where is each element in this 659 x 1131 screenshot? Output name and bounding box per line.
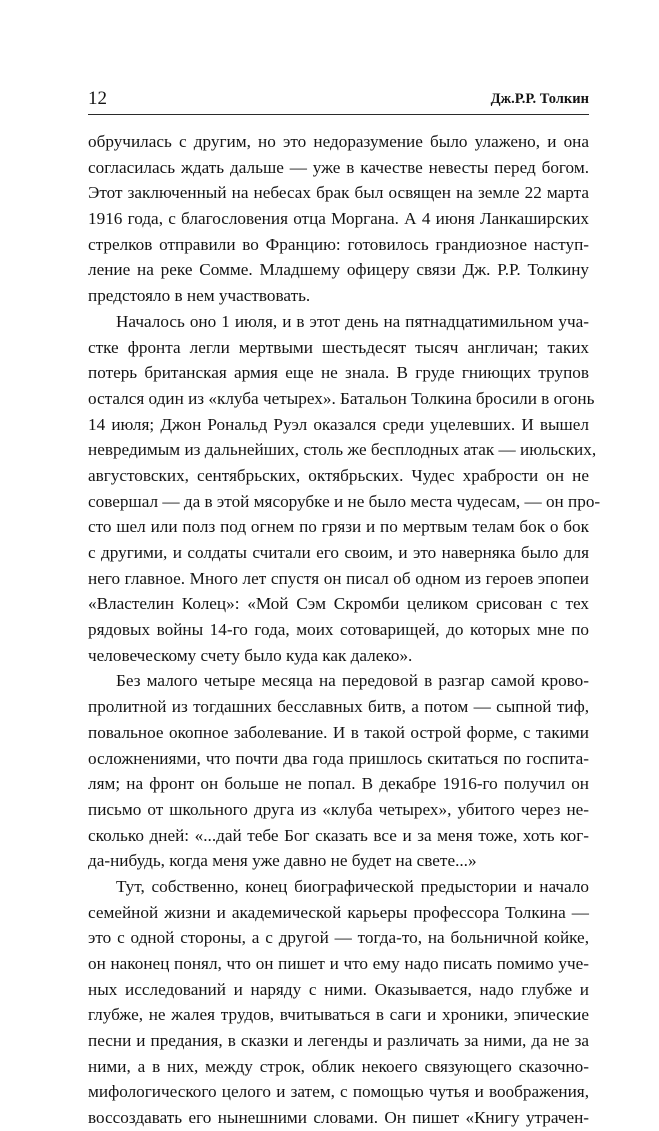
text-line: стрелков отправили во Францию: готовилось грандиозное наступ- xyxy=(88,234,589,254)
text-line: «Властелин Колец»: «Мой Сэм Скромби целиком срисован с тех xyxy=(88,594,589,614)
text-line: сколько дней: «...дай тебе Бог сказать все и за меня тоже, хоть ког- xyxy=(88,825,589,845)
paragraph-first-line: Тут, собственно, конец биографической предыстории и начало xyxy=(116,876,589,896)
text-line: стке фронта легли мертвыми шестьдесят тысяч англичан; таких xyxy=(88,337,589,357)
text-line: остался один из «клуба четырех». Батальон Толкина бросили в огонь xyxy=(88,388,595,408)
text-line: повальное окопное заболевание. И в такой острой форме, с такими xyxy=(88,722,589,742)
text-line: обручилась с другим, но это недоразумение было улажено, и она xyxy=(88,132,589,151)
text-line: ними, а в них, между строк, облик некоего связующего сказочно- xyxy=(88,1056,589,1076)
text-line: с другими, и солдаты считали его своим, и это наверняка было для xyxy=(88,543,589,562)
running-title: Дж.Р.Р. Толкин xyxy=(490,91,589,107)
text-line: воссоздавать его нынешними словами. Он пишет «Книгу утрачен- xyxy=(88,1108,589,1128)
page-number: 12 xyxy=(88,88,107,109)
text-line: августовских, сентябрьских, октябрьских. Чудес храбрости он не xyxy=(88,465,589,485)
text-line: потерь британская армия еще не знала. В груде гниющих трупов xyxy=(88,363,589,383)
text-line: 14 июля; Джон Рональд Руэл оказался среди уцелевших. И вышел xyxy=(88,414,589,434)
text-line: 1916 года, с благословения отца Моргана. А 4 июня Ланкаширских xyxy=(88,209,589,229)
text-line: письмо от школьного друга из «клуба четырех», убитого через не- xyxy=(88,799,589,819)
text-line: ных исследований и наряду с ними. Оказывается, надо глубже и xyxy=(88,979,589,999)
text-line: мифологического целого и затем, с помощью чутья и воображения, xyxy=(88,1082,589,1102)
page-header xyxy=(88,88,589,115)
text-line: песни и предания, в сказки и легенды и различать за ними, да не за xyxy=(88,1031,589,1051)
text-line: да-нибудь, когда меня уже давно не будет на свете...» xyxy=(88,851,477,871)
text-line: лям; на фронт он больше не попал. В декабре 1916-го получил он xyxy=(88,774,589,794)
text-line: ление на реке Сомме. Младшему офицеру связи Дж. Р.Р. Толкину xyxy=(88,260,589,280)
text-line: Этот заключенный на небесах брак был освящен на земле 22 марта xyxy=(88,183,589,203)
body-text xyxy=(88,129,601,1131)
paragraph-first-line: Началось оно 1 июля, и в этот день на пятнадцатимильном уча- xyxy=(116,311,589,331)
text-line: он наконец понял, что он пишет и что ему надо писать помимо уче- xyxy=(88,954,589,973)
paragraph-first-line: Без малого четыре месяца на передовой в разгар самой крово- xyxy=(116,671,589,691)
text-line: рядовых войны 14-го года, моих сотоварищей, до которых мне по xyxy=(88,620,589,640)
text-line: пролитной из тогдашних бесславных битв, а потом — сыпной тиф, xyxy=(88,697,589,717)
text-line: человеческому счету было куда как далеко». xyxy=(88,645,413,665)
text-line: согласилась ждать дальше — уже в качестве невесты перед богом. xyxy=(88,157,589,177)
text-line: глубже, не жалея трудов, вчитываться в саги и хроники, эпические xyxy=(88,1005,589,1025)
text-line: него главное. Много лет спустя он писал об одном из героев эпопеи xyxy=(88,568,589,588)
text-line: предстояло в нем участвовать. xyxy=(88,286,311,306)
text-line: это с одной стороны, а с другой — тогда-то, на больничной койке, xyxy=(88,928,589,948)
text-line: сто шел или полз под огнем по грязи и по мертвым телам бок о бок xyxy=(88,517,589,537)
text-line: совершал — да в этой мясорубке и не было места чудесам, — он про- xyxy=(88,491,601,511)
text-line: семейной жизни и академической карьеры профессора Толкина — xyxy=(88,902,589,922)
text-line: невредимым из дальнейших, столь же бесплодных атак — июльских, xyxy=(88,440,597,460)
text-line: осложнениями, что почти два года пришлось скитаться по госпита- xyxy=(88,748,589,768)
